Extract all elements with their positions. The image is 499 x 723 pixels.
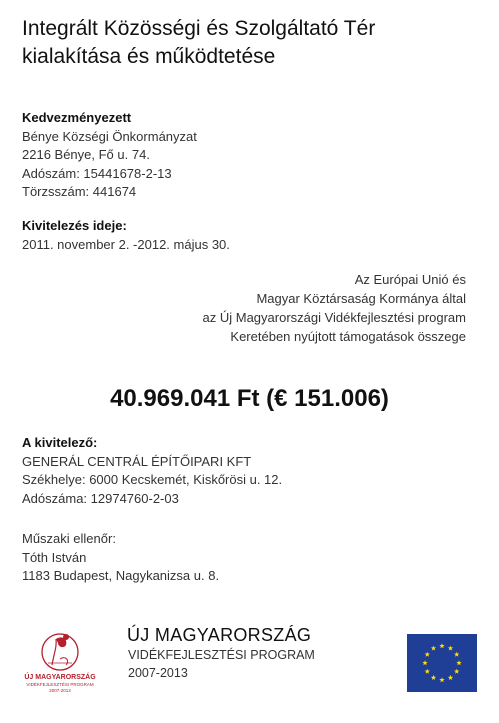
program-subtitle: VIDÉKFEJLESZTÉSI PROGRAM — [128, 648, 315, 662]
contractor-tax-number: Adószáma: 12974760-2-03 — [22, 490, 179, 506]
logo-caption-subtitle: VIDÉKFEJLESZTÉSI PROGRAM — [26, 682, 94, 687]
inspector-address: 1183 Budapest, Nagykanizsa u. 8. — [22, 568, 220, 583]
period-heading: Kivitelezés ideje: — [22, 218, 127, 233]
contractor-address: Székhelye: 6000 Kecskemét, Kiskőrösi u. 12. — [22, 472, 283, 487]
support-line-3: az Új Magyarországi Vidékfejlesztési program — [202, 310, 466, 325]
title-line-2: kialakítása és működtetése — [22, 45, 276, 68]
poster-title — [22, 15, 492, 71]
eu-flag-icon — [407, 634, 477, 692]
inspector-heading: Műszaki ellenőr: — [22, 531, 116, 546]
program-name: ÚJ MAGYARORSZÁG — [127, 625, 312, 645]
support-text — [106, 270, 466, 346]
title-line-1: Integrált Közösségi és Szolgáltató Tér — [22, 17, 376, 40]
period-value: 2011. november 2. -2012. május 30. — [22, 236, 230, 252]
beneficiary-tax-number: Adószám: 15441678-2-13 — [22, 165, 172, 181]
inspector-section — [22, 530, 219, 586]
inspector-name: Tóth István — [22, 549, 87, 565]
period-section — [22, 217, 230, 254]
contractor-name: GENERÁL CENTRÁL ÉPÍTŐIPARI KFT — [22, 453, 252, 469]
beneficiary-registry-number: Törzsszám: 441674 — [22, 184, 137, 199]
support-line-1: Az Európai Unió és — [354, 272, 466, 287]
beneficiary-name: Bénye Községi Önkormányzat — [22, 128, 197, 144]
eu-flag-background — [407, 634, 477, 692]
program-years: 2007-2013 — [128, 666, 188, 680]
logo-caption: ÚJ MAGYARORSZÁG — [24, 674, 96, 681]
beneficiary-address: 2216 Bénye, Fő u. 74. — [22, 147, 150, 162]
contractor-section — [22, 434, 282, 508]
beneficiary-section — [22, 109, 197, 202]
contractor-heading: A kivitelező: — [22, 435, 98, 450]
support-line-4: Keretében nyújtott támogatások összege — [230, 329, 466, 344]
logo-caption-years: 2007-2013 — [49, 688, 71, 693]
grant-amount: 40.969.041 Ft (€ 151.006) — [110, 385, 389, 412]
logo-emblem-icon — [22, 625, 98, 675]
uj-magyarorszag-logo — [22, 625, 98, 707]
support-line-2: Magyar Köztársaság Kormánya által — [256, 291, 466, 306]
beneficiary-heading: Kedvezményezett — [22, 110, 132, 125]
program-block — [127, 624, 315, 682]
